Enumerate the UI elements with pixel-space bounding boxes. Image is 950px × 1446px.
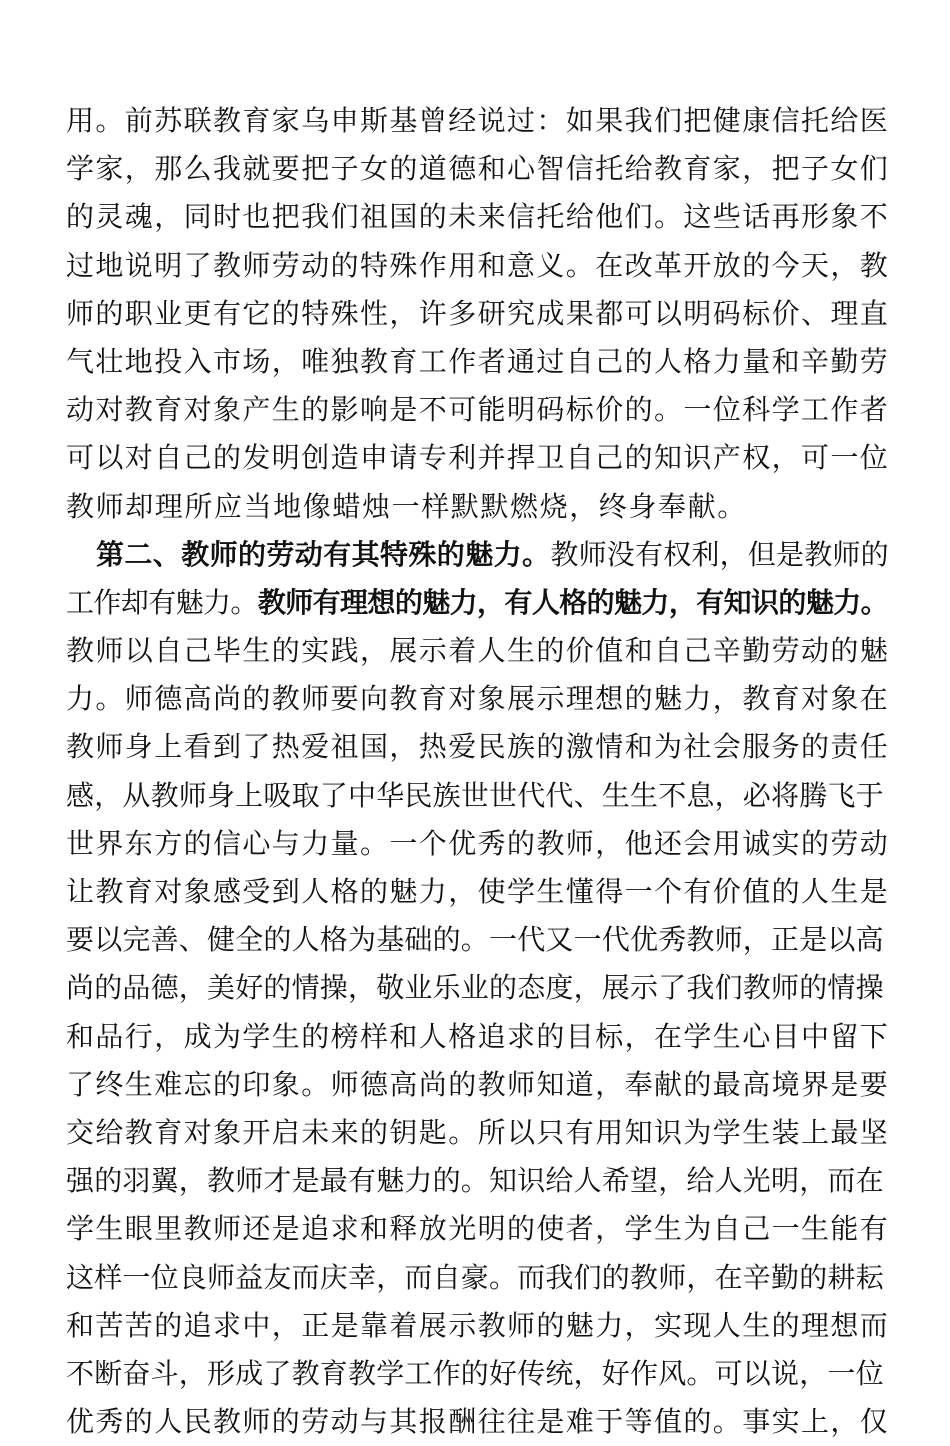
- text-line-3: 的灵魂，同时也把我们祖国的未来信托给他们。这些话再形象不: [66, 200, 890, 234]
- text-line-5: 师的职业更有它的特殊性，许多研究成果都可以明码标价、理直: [66, 296, 890, 330]
- text-line-9: 教师却理所应当地像蜡烛一样默默燃烧，终身奉献。: [66, 489, 747, 523]
- text-line-22: 交给教育对象开启未来的钥匙。所以只有用知识为学生装上最坚: [66, 1115, 890, 1149]
- text-line-13: 力。师德高尚的教师要向教育对象展示理想的魅力，教育对象在: [66, 682, 890, 716]
- text-line-18: 要以完善、健全的人格为基础的。一代又一代优秀教师，正是以高: [66, 923, 884, 957]
- paragraph-2-second-line: [66, 579, 889, 627]
- text-line-21: 了终生难忘的印象。师德高尚的教师知道，奉献的最高境界是要: [66, 1067, 890, 1101]
- text-line-17: 让教育对象感受到人格的魅力，使学生懂得一个有价值的人生是: [66, 875, 890, 908]
- text-line-6: 气壮地投入市场，唯独教育工作者通过自己的人格力量和辛勤劳: [66, 344, 890, 378]
- text-line-26: 和苦苦的追求中，正是靠着展示教师的魅力，实现人生的理想而: [66, 1308, 890, 1342]
- paragraph-2-line-2-start: 工作却有魅力。: [66, 585, 258, 619]
- text-line-24: 学生眼里教师还是追求和释放光明的使者，学生为自己一生能有: [66, 1212, 890, 1246]
- text-line-1: 用。前苏联教育家乌申斯基曾经说过：如果我们把健康信托给医: [66, 104, 890, 137]
- text-line-25: 这样一位良师益友而庆幸，而自豪。而我们的教师，在辛勤的耕耘: [66, 1260, 884, 1294]
- text-line-2: 学家，那么我就要把子女的道德和心智信托给教育家，把子女们: [66, 152, 890, 186]
- text-line-14: 教师身上看到了热爱祖国，热爱民族的激情和为社会服务的责任: [66, 730, 890, 764]
- body-text: [66, 97, 890, 1446]
- text-line-20: 和品行，成为学生的榜样和人格追求的目标，在学生心目中留下: [66, 1019, 890, 1053]
- text-line-7: 动对教育对象产生的影响是不可能明码标价的。一位科学工作者: [66, 393, 890, 427]
- text-line-4: 过地说明了教师劳动的特殊作用和意义。在改革开放的今天，教: [66, 248, 890, 282]
- text-line-23: 强的羽翼，教师才是最有魅力的。知识给人希望，给人光明，而在: [66, 1164, 884, 1198]
- text-line-8: 可以对自己的发明创造申请专利并捍卫自己的知识产权，可一位: [66, 441, 890, 475]
- text-line-15: 感，从教师身上吸取了中华民族世世代代、生生不息，必将腾飞于: [66, 778, 884, 812]
- text-line-28: 优秀的人民教师的劳动与其报酬往往是难于等值的。事实上，仅: [66, 1405, 890, 1439]
- paragraph-2-first-line: [66, 531, 889, 579]
- text-line-16: 世界东方的信心与力量。一个优秀的教师，他还会用诚实的劳动: [66, 826, 890, 860]
- text-line-27: 不断奋斗，形成了教育教学工作的好传统，好作风。可以说，一位: [66, 1356, 884, 1390]
- section-heading: 第二、教师的劳动有其特殊的魅力。: [96, 537, 551, 571]
- text-line-19: 尚的品德，美好的情操，敬业乐业的态度，展示了我们教师的情操: [66, 971, 884, 1005]
- text-line-12: 教师以自己毕生的实践，展示着人生的价值和自己辛勤劳动的魅: [66, 634, 890, 668]
- paragraph-2-line-1-rest: 教师没有权利，但是教师的: [550, 537, 889, 571]
- key-statement: 教师有理想的魅力，有人格的魅力，有知识的魅力。: [257, 585, 889, 619]
